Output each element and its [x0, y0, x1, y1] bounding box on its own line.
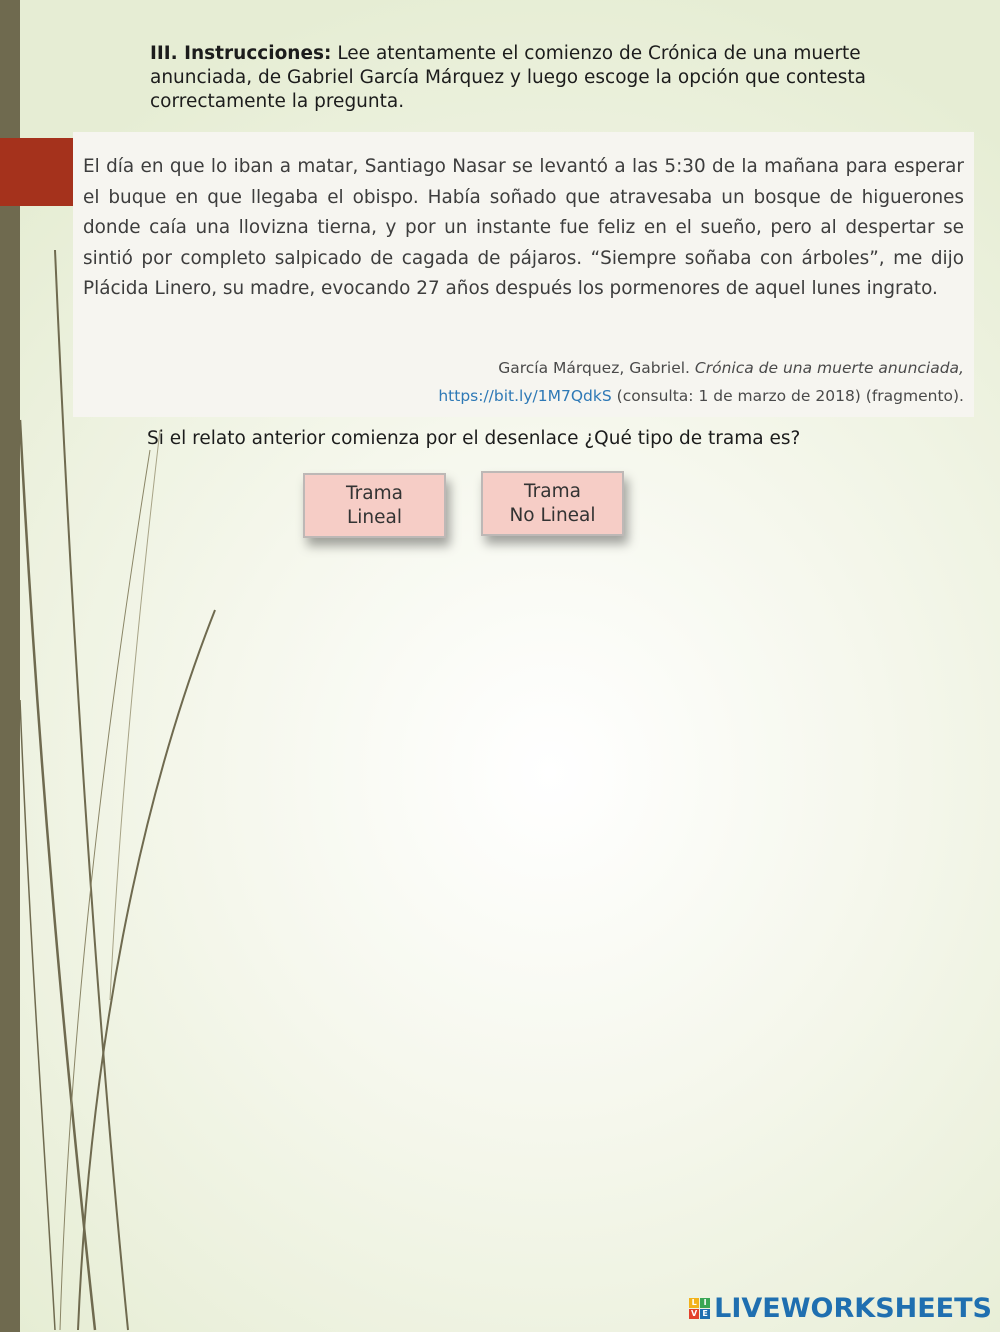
- option-label-line1: Trama: [346, 482, 403, 504]
- liveworksheets-icon: L I V E: [689, 1298, 710, 1319]
- option-label-line1: Trama: [524, 480, 581, 502]
- instructions-paragraph: [150, 42, 960, 114]
- instructions-text: Lee atentamente el comienzo de Crónica de una muerte anunciada, de Gabriel García Márquez y luego escoge la opción que contesta correctamente la pregunta.: [150, 43, 866, 112]
- citation-link[interactable]: https://bit.ly/1M7QdkS: [438, 387, 612, 405]
- option-trama-lineal[interactable]: [303, 473, 446, 538]
- instructions-label: III. Instrucciones:: [150, 43, 332, 64]
- option-label-line2: No Lineal: [509, 504, 596, 526]
- excerpt-text: El día en que lo iban a matar, Santiago Nasar se levantó a las 5:30 de la mañana para esperar el buque en que llegaba el obispo. Había soñado que atravesaba un bosque de higuerones donde caía una llovizna tierna, y por un instante fue feliz en el sueño, pero al despertar se sintió por completo salpicado de cagada de pájaros. “Siempre soñaba con árboles”, me dijo Plácida Linero, su madre, evocando 27 años después los pormenores de aquel lunes ingrato.: [83, 156, 964, 299]
- liveworksheets-logo: [689, 1293, 992, 1324]
- citation-title: Crónica de una muerte anunciada,: [694, 359, 964, 377]
- citation-note: (consulta: 1 de marzo de 2018) (fragmento).: [611, 387, 964, 405]
- citation-author: García Márquez, Gabriel.: [498, 359, 695, 377]
- option-label-line2: Lineal: [346, 506, 402, 528]
- citation: [438, 354, 964, 410]
- question-text: Si el relato anterior comienza por el desenlace ¿Qué tipo de trama es?: [147, 428, 801, 449]
- option-trama-no-lineal[interactable]: [481, 471, 624, 536]
- logo-text: LIVEWORKSHEETS: [714, 1293, 992, 1324]
- excerpt-box: [73, 132, 974, 417]
